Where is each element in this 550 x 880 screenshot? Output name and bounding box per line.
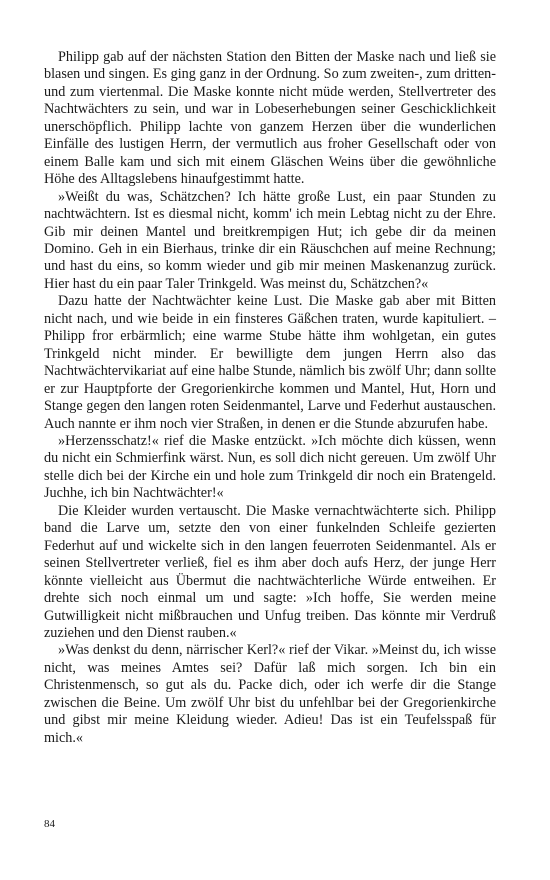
paragraph-5: Die Kleider wurden vertauscht. Die Maske vernachtwächterte sich. Philipp band die Larve um, setzte den von einer funkelnden Schleife gezierten Federhut auf und wickelte sich in den langen feuerroten Seidenmantel. Als er seinen Stellvertreter verließ, fiel es ihm aber doch aufs Herz, der junge Herr könnte vielleicht aus Übermut die nachtwächterliche Würde entweihen. Er drehte sich noch einmal um und sagte: »Ich hoffe, Sie werden meine Gutwilligkeit nicht mißbrauchen und Unfug treiben. Das könnte mir Verdruß zuziehen und den Dienst rauben.«: [44, 502, 496, 641]
paragraph-2: »Weißt du was, Schätzchen? Ich hätte große Lust, ein paar Stunden zu nachtwächtern. Ist es diesmal nicht, komm' ich mein Lebtag nicht zu der Ehre. Gib mir deinen Mantel und breitkrempigen Hut; ich gebe dir da meinen Domino. Geh in ein Bierhaus, trinke dir ein Räuschchen auf meine Rechnung; und hast du eins, so komm wieder und gib mir meinen Maskenanzug zurück. Hier hast du ein paar Taler Trinkgeld. Was meinst du, Schätzchen?«: [44, 188, 496, 292]
paragraph-4: »Herzensschatz!« rief die Maske entzückt. »Ich möchte dich küssen, wenn du nicht ein Schmierfink wärst. Nun, es soll dich nicht gereuen. Um zwölf Uhr stelle dich bei der Kirche ein und hole zum Trinkgeld dir noch ein Bratengeld. Juchhe, ich bin Nachtwächter!«: [44, 432, 496, 502]
paragraph-1: Philipp gab auf der nächsten Station den Bitten der Maske nach und ließ sie blasen und singen. Es ging ganz in der Ordnung. So zum zweiten-, zum dritten-und zum viertenmal. Die Maske konnte nicht müde werden, Stellvertreter des Nachtwächters zu sein, und war in Lobeserhebungen seiner Geschicklichkeit unerschöpflich. Philipp lachte von ganzem Herzen über die wunderlichen Einfälle des lustigen Herrn, der vermutlich aus froher Gesellschaft oder von einem Balle kam und sich mit einem Gläschen Weins über die gewöhnliche Höhe des Alltagslebens hinaufgestimmt hatte.: [44, 49, 496, 188]
paragraph-6: »Was denkst du denn, närrischer Kerl?« rief der Vikar. »Meinst du, ich wisse nicht, was meines Amtes sei? Dafür laß mich sorgen. Ich bin ein Christenmensch, so gut als du. Packe dich, oder ich werfe dir die Stange zwischen die Beine. Um zwölf Uhr bist du unfehlbar bei der Gregorienkirche und gibst mir meine Kleidung wieder. Adieu! Das ist ein Teufelsspaß für mich.«: [44, 642, 496, 746]
page-number: 84: [44, 818, 55, 830]
page-body: [44, 49, 496, 747]
paragraph-3: Dazu hatte der Nachtwächter keine Lust. Die Maske gab aber mit Bitten nicht nach, und wie beide in ein finsteres Gäßchen traten, wurde kapituliert. – Philipp fror erbärmlich; eine warme Stube hätte ihm wohlgetan, ein gutes Trinkgeld nicht minder. Er bewilligte dem jungen Herrn also das Nachtwächtervikariat auf eine halbe Stunde, nämlich bis zwölf Uhr; dann sollte er zur Hauptpforte der Gregorienkirche kommen und Mantel, Hut, Horn und Stange gegen den langen roten Seidenmantel, Larve und Federhut austauschen. Auch nannte er ihm noch vier Straßen, in denen er die Stunde abzurufen habe.: [44, 293, 496, 432]
